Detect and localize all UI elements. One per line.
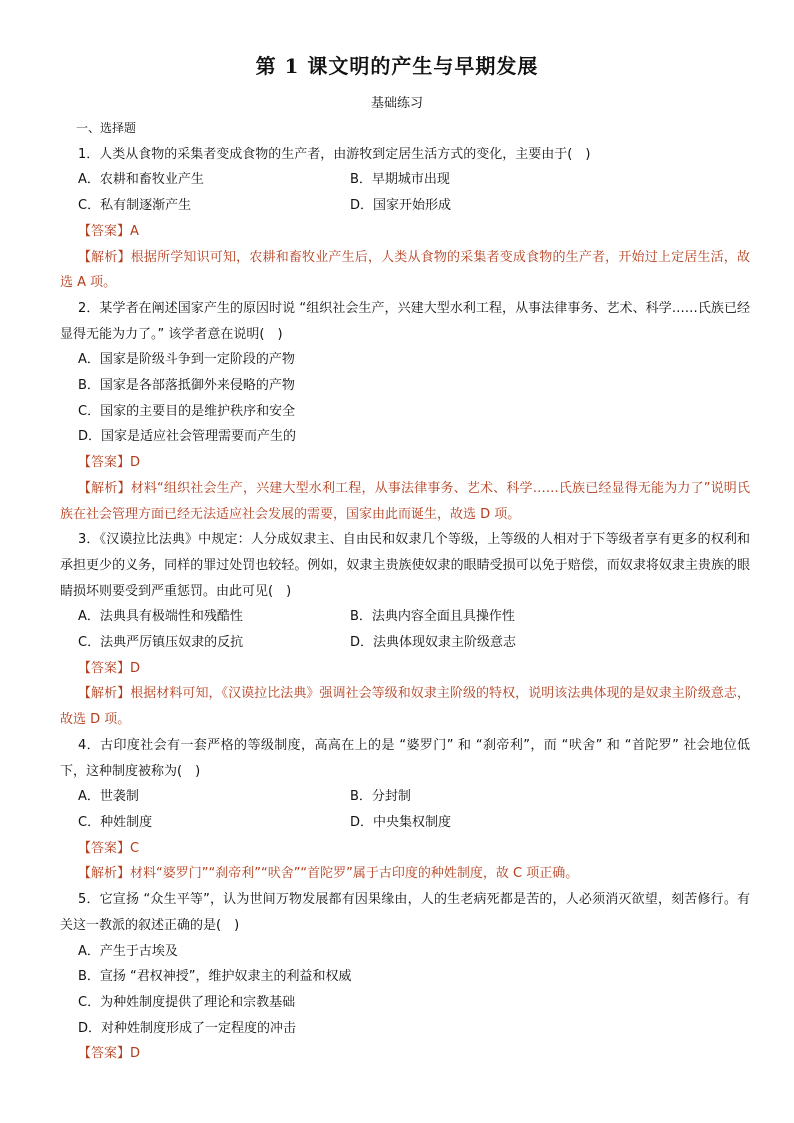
question-3-option-d: D．法典体现奴隶主阶级意志 xyxy=(350,635,517,651)
question-1-option-b: B．早期城市出现 xyxy=(350,172,450,188)
question-4-option-a: A．世袭制 xyxy=(78,789,139,805)
answer-tag: 【答案】 xyxy=(78,223,131,239)
question-3-option-b: B．法典内容全面且具操作性 xyxy=(350,609,515,625)
question-1-answer xyxy=(60,219,750,245)
question-3-explanation-text: 根据材料可知，《汉谟拉比法典》强调社会等级和奴隶主阶级的特权，说明该法典体现的是奴隶主阶级意志，故选 D 项。 xyxy=(60,686,750,728)
question-1-option-a: A．农耕和畜牧业产生 xyxy=(78,172,204,188)
question-1-option-c: C．私有制逐渐产生 xyxy=(78,198,192,214)
question-4-options-row-2 xyxy=(60,810,750,836)
question-4-explanation xyxy=(60,861,750,887)
question-4-answer xyxy=(60,836,750,862)
question-2-explanation xyxy=(60,476,750,527)
question-4-answer-value: C xyxy=(130,840,140,856)
explanation-tag: 【解析】 xyxy=(78,480,131,496)
question-1-explanation-text: 根据所学知识可知，农耕和畜牧业产生后，人类从食物的采集者变成食物的生产者，开始过上定居生活，故选 A 项。 xyxy=(60,249,750,291)
question-2-stem: 2．某学者在阐述国家产生的原因时说 “组织社会生产，兴建大型水利工程，从事法律事务、艺术、科学……氏族已经显得无能为力了。” 该学者意在说明( ) xyxy=(60,300,750,342)
question-5-option-d: D．对种姓制度形成了一定程度的冲击 xyxy=(78,1020,297,1036)
question-1-options-row-2 xyxy=(60,193,750,219)
question-1-stem: 1．人类从食物的采集者变成食物的生产者，由游牧到定居生活方式的变化，主要由于( ) xyxy=(78,146,591,162)
answer-tag: 【答案】 xyxy=(78,455,131,471)
question-4-option-c: C．种姓制度 xyxy=(78,814,153,830)
question-3-stem: 3．《汉谟拉比法典》中规定：人分成奴隶主、自由民和奴隶几个等级，上等级的人相对于下等级者享有更多的权利和承担更少的义务，同样的罪过处罚也较轻。例如，奴隶主贵族使奴隶的眼睛受损可以免于赔偿，而奴隶将奴隶主贵族的眼睛损坏则要受到严重惩罚。由此可见( ) xyxy=(60,532,750,599)
explanation-tag: 【解析】 xyxy=(78,686,131,702)
question-2-option-c: C．国家的主要目的是维护秩序和安全 xyxy=(78,403,296,419)
question-3-answer-value: D xyxy=(130,660,141,676)
question-5-option-a: A．产生于古埃及 xyxy=(78,943,178,959)
question-2-option-d: D．国家是适应社会管理需要而产生的 xyxy=(78,429,297,445)
answer-tag: 【答案】 xyxy=(78,840,131,856)
section-heading: 一、选择题 xyxy=(76,121,137,135)
explanation-tag: 【解析】 xyxy=(78,249,131,265)
question-1-option-d: D．国家开始形成 xyxy=(350,198,452,214)
question-3-options-row-2 xyxy=(60,630,750,656)
answer-tag: 【答案】 xyxy=(78,1046,131,1062)
question-4-option-b: B．分封制 xyxy=(350,789,411,805)
question-3-option-c: C．法典严厉镇压奴隶的反抗 xyxy=(78,635,244,651)
question-5-option-b: B．宣扬 “君权神授”，维护奴隶主的利益和权威 xyxy=(78,969,352,985)
page-subtitle: 基础练习 xyxy=(370,96,423,111)
question-3-options-row-1 xyxy=(60,604,750,630)
question-3-option-a: A．法典具有极端性和残酷性 xyxy=(78,609,243,625)
question-2-explanation-text: 材料“组织社会生产，兴建大型水利工程，从事法律事务、艺术、科学……氏族已经显得无能为力了”说明氏族在社会管理方面已经无法适应社会发展的需要，国家由此而诞生，故选 D 项。 xyxy=(60,480,750,522)
question-4-options-row-1 xyxy=(60,784,750,810)
question-2-option-a: A．国家是阶级斗争到一定阶段的产物 xyxy=(78,352,295,368)
question-5-stem: 5．它宣扬 “众生平等”，认为世间万物发展都有因果缘由，人的生老病死都是苦的，人必须消灭欲望，刻苦修行。有关这一教派的叙述正确的是( ) xyxy=(60,892,750,933)
question-3-answer xyxy=(60,656,750,682)
question-3-explanation xyxy=(60,681,750,732)
question-4-stem: 4．古印度社会有一套严格的等级制度，高高在上的是 “婆罗门” 和 “刹帝利”，而 “吠舍” 和 “首陀罗” 社会地位低下，这种制度被称为( ) xyxy=(60,737,750,779)
answer-tag: 【答案】 xyxy=(78,660,131,676)
question-4-explanation-text: 材料“婆罗门”“刹帝利”“吠舍”“首陀罗”属于古印度的种姓制度，故 C 项正确。 xyxy=(130,866,579,882)
page-title: 第 1 课文明的产生与早期发展 xyxy=(255,54,539,78)
question-2-answer xyxy=(60,450,750,476)
question-1-answer-value: A xyxy=(130,223,139,239)
question-2-option-b: B．国家是各部落抵御外来侵略的产物 xyxy=(78,378,295,394)
question-1-options-row-1 xyxy=(60,167,750,193)
question-5-option-c: C．为种姓制度提供了理论和宗教基础 xyxy=(78,994,296,1010)
document-body xyxy=(60,116,750,1067)
question-5-answer xyxy=(60,1041,750,1067)
question-4-option-d: D．中央集权制度 xyxy=(350,814,452,830)
explanation-tag: 【解析】 xyxy=(78,866,131,882)
question-1-explanation xyxy=(60,245,750,296)
question-5-answer-value: D xyxy=(130,1046,141,1062)
question-2-answer-value: D xyxy=(130,455,141,471)
